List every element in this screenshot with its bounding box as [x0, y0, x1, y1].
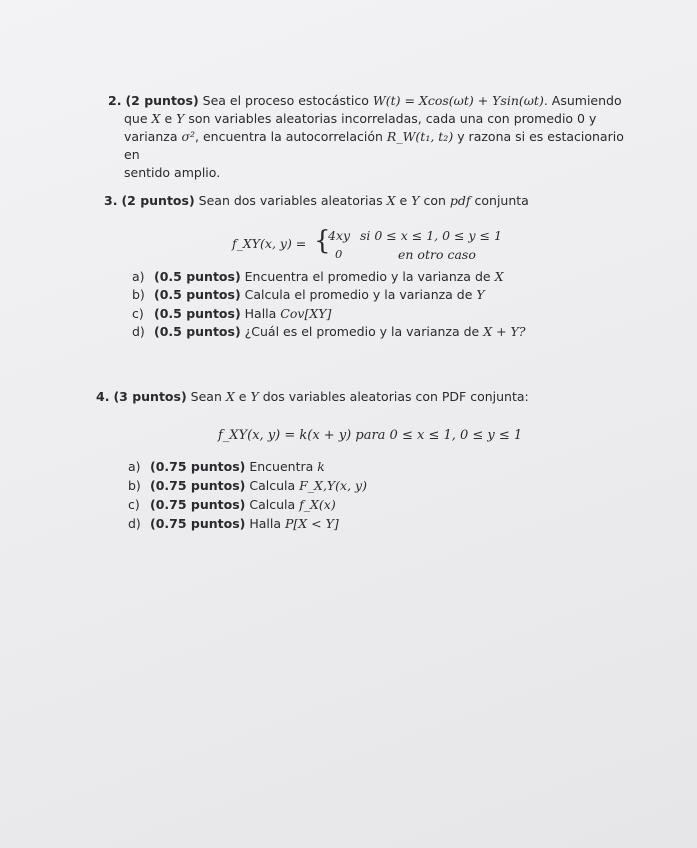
item-math: k: [317, 459, 325, 474]
q2-text: que: [124, 111, 148, 126]
q2-math-x: X: [151, 111, 161, 126]
q2-text: e: [164, 111, 173, 126]
q3-formula: [232, 226, 532, 266]
item-text: ¿Cuál es el promedio y la varianza de: [244, 324, 480, 339]
item-text: Encuentra el promedio y la varianza de: [244, 269, 491, 284]
q3-number: 3.: [104, 193, 118, 208]
list-item: [128, 496, 336, 514]
q3-formula-lhs: f_XY(x, y) =: [232, 236, 307, 251]
q2-line2: [108, 110, 628, 128]
q4-text: Sean: [190, 389, 222, 404]
q4-text: e: [238, 389, 247, 404]
item-label: d): [128, 516, 141, 531]
item-text: Calcula: [249, 497, 296, 512]
item-label: a): [128, 459, 141, 474]
q4-math-y: Y: [250, 389, 259, 404]
q2-text: Asumiendo: [551, 93, 622, 108]
q3-math-pdf: pdf: [449, 193, 471, 208]
item-points: (0.5 puntos): [153, 324, 241, 339]
item-label: c): [128, 497, 140, 512]
list-item: [128, 477, 367, 495]
q3-text: e: [399, 193, 408, 208]
item-math: Cov[XY]: [280, 306, 332, 321]
item-points: (0.5 puntos): [153, 306, 241, 321]
list-item: [132, 323, 526, 341]
item-text: Halla: [244, 306, 277, 321]
question-3: [104, 192, 624, 210]
item-math: f_X(x): [299, 497, 336, 512]
item-label: d): [132, 324, 145, 339]
q3-text: con: [423, 193, 446, 208]
q3-formula-brace: {: [314, 226, 331, 256]
q2-text: y razona si es estacionario en: [124, 129, 624, 162]
q2-math-w: W(t) = Xcos(ωt) + Ysin(ωt).: [372, 93, 548, 108]
q3-text: conjunta: [474, 193, 529, 208]
q2-text: sentido amplio.: [124, 165, 221, 180]
list-item: [132, 268, 503, 286]
item-label: b): [132, 287, 145, 302]
item-points: (0.75 puntos): [149, 478, 246, 493]
q2-line1: [108, 92, 628, 110]
item-points: (0.75 puntos): [149, 497, 246, 512]
list-item: [132, 305, 331, 323]
q4-formula: f_XY(x, y) = k(x + y) para 0 ≤ x ≤ 1, 0 ≤ y ≤ 1: [218, 428, 523, 443]
q3-case1-cond: si 0 ≤ x ≤ 1, 0 ≤ y ≤ 1: [360, 228, 502, 243]
item-math: X + Y?: [483, 324, 526, 339]
q4-math-x: X: [225, 389, 235, 404]
list-item: [128, 515, 339, 533]
item-math: F_X,Y(x, y): [299, 478, 367, 493]
list-item: [132, 286, 485, 304]
item-label: c): [132, 306, 144, 321]
item-label: b): [128, 478, 141, 493]
q2-points: (2 puntos): [125, 93, 199, 108]
q3-points: (2 puntos): [121, 193, 195, 208]
q2-text: son variables aleatorias incorreladas, cada una con promedio 0 y: [188, 111, 597, 126]
q3-math-y: Y: [411, 193, 420, 208]
q3-case2-cond: en otro caso: [398, 247, 476, 262]
item-math: X: [494, 269, 504, 284]
item-text: Calcula: [249, 478, 296, 493]
question-2: [108, 92, 628, 182]
q2-text: varianza: [124, 129, 178, 144]
item-points: (0.75 puntos): [149, 459, 246, 474]
item-math: Y: [476, 287, 485, 302]
item-points: (0.5 puntos): [153, 269, 241, 284]
q2-math-sigma: σ²: [181, 129, 196, 144]
q3-math-x: X: [386, 193, 396, 208]
item-math: P[X < Y]: [285, 516, 339, 531]
item-text: Encuentra: [249, 459, 314, 474]
q3-case2-expr: 0: [335, 247, 343, 261]
item-points: (0.5 puntos): [153, 287, 241, 302]
list-item: [128, 458, 325, 476]
item-points: (0.75 puntos): [149, 516, 246, 531]
question-4: [96, 388, 616, 406]
q2-line4: [108, 164, 628, 182]
q2-text: , encuentra la autocorrelación: [195, 129, 383, 144]
item-text: Calcula el promedio y la varianza de: [244, 287, 473, 302]
item-label: a): [132, 269, 145, 284]
item-text: Halla: [249, 516, 282, 531]
q4-text: dos variables aleatorias con PDF conjunta:: [262, 389, 529, 404]
q2-math-rw: R_W(t₁, t₂): [386, 129, 454, 144]
q2-line3: [108, 128, 628, 164]
q2-math-y: Y: [176, 111, 185, 126]
q4-number: 4.: [96, 389, 110, 404]
q3-text: Sean dos variables aleatorias: [198, 193, 383, 208]
q3-case1-expr: 4xy: [328, 228, 351, 243]
q2-number: 2.: [108, 93, 122, 108]
q2-text: Sea el proceso estocástico: [202, 93, 369, 108]
q4-points: (3 puntos): [113, 389, 187, 404]
